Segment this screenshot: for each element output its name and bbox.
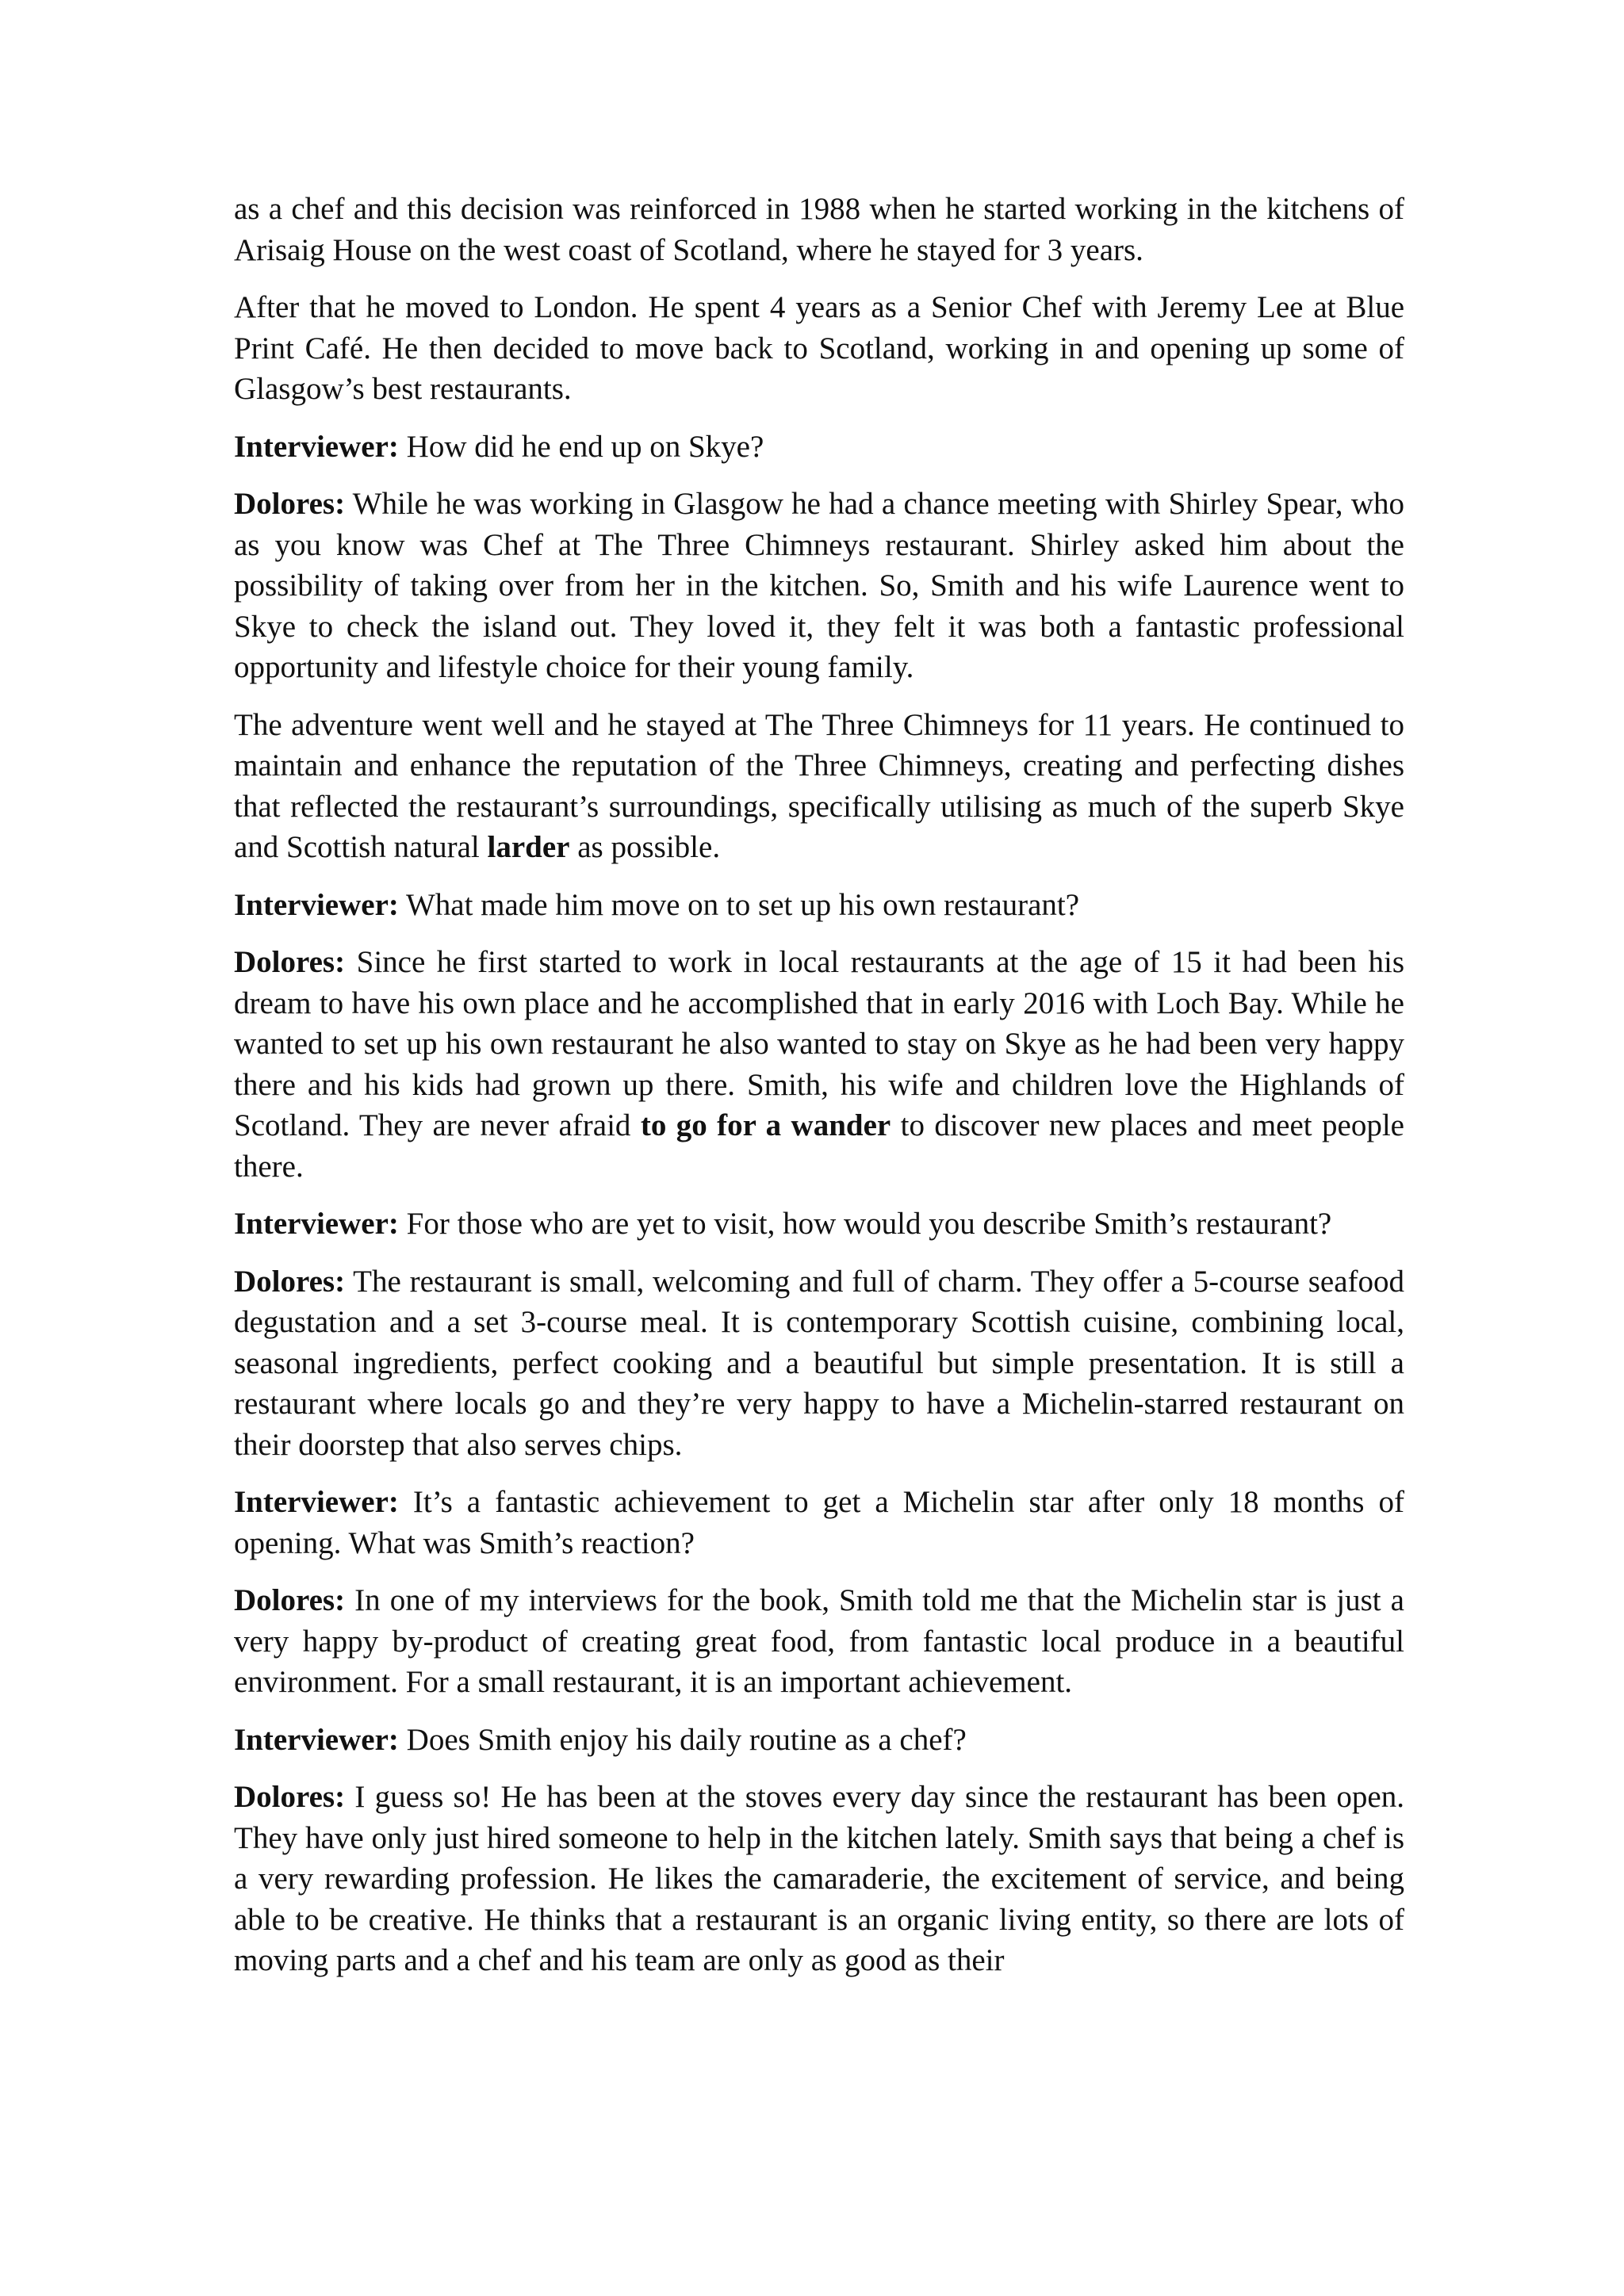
paragraph-text: Since he first started to work in local restaurants at the age of 15 it had been his dream to have his own place and he accomplished that in early 2016 with Loch Bay. While he wanted to set up his own restaurant he also wanted to stay on Skye as he had been very happy there and his kids had grown up there. Smith, his wife and children love the Highlands of Scotland. They are never afraid: [234, 945, 1404, 1142]
speaker-label: Interviewer:: [234, 429, 399, 464]
question-skye: [234, 427, 1404, 468]
answer-michelin-star: [234, 1580, 1404, 1703]
paragraph-text: In one of my interviews for the book, Smith told me that the Michelin star is just a very happy by-product of creating great food, from fantastic local produce in a beautiful environment. For a small restaurant, it is an important achievement.: [234, 1583, 1404, 1699]
paragraph-text: The restaurant is small, welcoming and full of charm. They offer a 5-course seafood degustation and a set 3-course meal. It is contemporary Scottish cuisine, combining local, seasonal ingredients, perfect cooking and a beautiful but simple presentation. It is still a restaurant where locals go and they’re very happy to have a Michelin-starred restaurant on their doorstep that also serves chips.: [234, 1264, 1404, 1462]
paragraph-text: What made him move on to set up his own restaurant?: [398, 887, 1080, 922]
question-own-restaurant: [234, 885, 1404, 926]
speaker-label: Dolores:: [234, 1780, 346, 1814]
answer-describe-restaurant: [234, 1261, 1404, 1466]
paragraph-text: After that he moved to London. He spent 4 years as a Senior Chef with Jeremy Lee at Blue Print Café. He then decided to move back to Scotland, working in and opening up some of Glasgow’s best restaurants.: [234, 290, 1404, 406]
speaker-label: Dolores:: [234, 1583, 346, 1617]
paragraph-intro-continued: [234, 189, 1404, 270]
keyword-larder: larder: [487, 830, 570, 864]
answer-daily-routine: [234, 1777, 1404, 1981]
speaker-label: Dolores:: [234, 945, 346, 979]
document-page: [234, 189, 1404, 1998]
paragraph-text: Does Smith enjoy his daily routine as a chef?: [398, 1722, 967, 1757]
speaker-label: Interviewer:: [234, 887, 399, 922]
speaker-label: Interviewer:: [234, 1207, 399, 1241]
answer-skye: [234, 484, 1404, 688]
paragraph-three-chimneys: [234, 705, 1404, 868]
question-michelin-star: [234, 1482, 1404, 1563]
paragraph-text: The adventure went well and he stayed at The Three Chimneys for 11 years. He continued to maintain and enhance the reputation of the Three Chimneys, creating and perfecting dishes that reflected the restaurant’s surroundings, specifically utilising as much of the superb Skye and Scottish natural: [234, 707, 1404, 864]
paragraph-text: as a chef and this decision was reinforced in 1988 when he started working in the kitchens of Arisaig House on the west coast of Scotland, where he stayed for 3 years.: [234, 192, 1404, 267]
paragraph-text: as possible.: [569, 830, 721, 864]
paragraph-text: How did he end up on Skye?: [398, 429, 764, 464]
question-daily-routine: [234, 1720, 1404, 1761]
paragraph-text: For those who are yet to visit, how would you describe Smith’s restaurant?: [398, 1207, 1332, 1241]
speaker-label: Dolores:: [234, 1264, 346, 1299]
speaker-label: Dolores:: [234, 487, 346, 521]
question-describe-restaurant: [234, 1203, 1404, 1245]
keyword-go-for-a-wander: to go for a wander: [640, 1108, 891, 1142]
answer-own-restaurant: [234, 942, 1404, 1187]
paragraph-text: to discover new places and meet people there.: [234, 1108, 1404, 1184]
speaker-label: Interviewer:: [234, 1722, 399, 1757]
paragraph-london: [234, 287, 1404, 410]
paragraph-text: I guess so! He has been at the stoves every day since the restaurant has been open. They have only just hired someone to help in the kitchen lately. Smith says that being a chef is a very rewarding profession. He likes the camaraderie, the excitement of service, and being able to be creative. He thinks that a restaurant is an organic living entity, so there are lots of moving parts and a chef and his team are only as good as their: [234, 1780, 1404, 1977]
paragraph-text: It’s a fantastic achievement to get a Michelin star after only 18 months of opening. What was Smith’s reaction?: [234, 1485, 1404, 1560]
paragraph-text: While he was working in Glasgow he had a chance meeting with Shirley Spear, who as you know was Chef at The Three Chimneys restaurant. Shirley asked him about the possibility of taking over from her in the kitchen. So, Smith and his wife Laurence went to Skye to check the island out. They loved it, they felt it was both a fantastic professional opportunity and lifestyle choice for their young family.: [234, 487, 1404, 684]
speaker-label: Interviewer:: [234, 1485, 399, 1519]
